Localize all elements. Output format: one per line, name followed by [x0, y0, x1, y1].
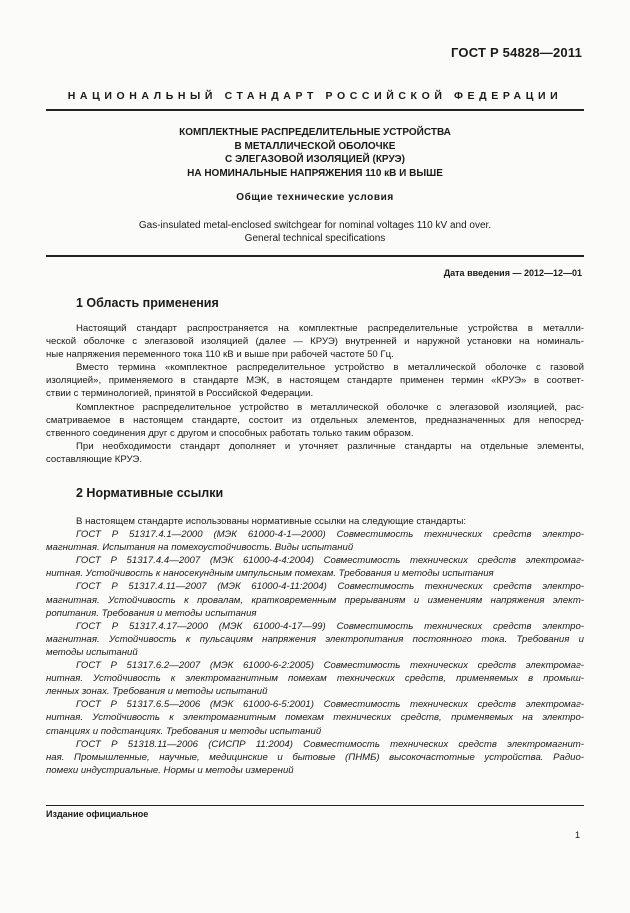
reference-line: ГОСТ Р 51317.4.17—2000 (МЭК 61000-4-17—99) Совместимость технических средств электро-: [76, 620, 584, 632]
top-rule: [46, 109, 584, 111]
text-line: изоляцией», применяемого в стандарте МЭК, в настоящем стандарте применен термин «КРУЭ» в соответ-: [46, 375, 584, 387]
introduction-date: Дата введения — 2012—12—01: [443, 268, 582, 278]
text-line: ственного соединения друг с другом и способных работать только таким образом.: [46, 427, 414, 439]
reference-line: нитная. Устойчивость к электромагнитным помехам технических средств, применяемых на электро-: [46, 712, 584, 724]
reference-line: нитная. Устойчивость к электромагнитным помехам технических средств, применяемых в промыш-: [46, 673, 584, 685]
text-line: При необходимости стандарт дополняет и уточняет различные стандарты на отдельные элементы,: [76, 440, 584, 452]
reference-line: ная. Промышленные, научные, медицинские и бытовые (ПНМБ) высокочастотные устройства. Радио-: [46, 751, 584, 763]
text-line: ные напряжения переменного тока 110 кВ и выше при рабочей частоте 50 Гц.: [46, 349, 394, 361]
title-line: В МЕТАЛЛИЧЕСКОЙ ОБОЛОЧКЕ: [234, 140, 396, 152]
reference-line: методы испытаний: [46, 646, 138, 658]
reference-line: магнитная. Устойчивость к пульсациям напряжения электропитания постоянного тока. Требования и: [46, 633, 584, 645]
english-title-line: General technical specifications: [244, 233, 386, 245]
title-line: КОМПЛЕКТНЫЕ РАСПРЕДЕЛИТЕЛЬНЫЕ УСТРОЙСТВА: [179, 127, 451, 138]
official-edition-label: Издание официальное: [46, 809, 149, 819]
section-1-body: [46, 322, 584, 466]
text-line: сматриваемое в настоящем стандарте, состоит из отдельных элементов, предназначенных для непосред-: [46, 414, 584, 426]
reference-line: ГОСТ Р 51317.4.4—2007 (МЭК 61000-4-4:2004) Совместимость технических средств электромаг-: [76, 555, 584, 567]
reference-line: станциях и подстанциях. Требования и методы испытаний: [46, 725, 322, 737]
reference-line: помехи индустриальные. Нормы и методы измерений: [46, 764, 294, 776]
reference-line: нитная. Устойчивость к наносекундным импульсным помехам. Требования и методы испытания: [46, 568, 494, 580]
text-line: Вместо термина «комплектное распределительное устройство в металлической оболочке с газовой: [76, 362, 584, 374]
reference-line: магнитная. Устойчивость к провалам, кратковременным прерываниям и изменениям напряжения элект-: [46, 594, 584, 606]
text-line: Настоящий стандарт распространяется на комплектные распределительные устройства в металли-: [76, 323, 584, 334]
text-line: ствии с терминологией, принятой в Российской Федерации.: [46, 388, 314, 400]
section-2-heading: 2 Нормативные ссылки: [76, 486, 224, 500]
title-line: С ЭЛЕГАЗОВОЙ ИЗОЛЯЦИЕЙ (КРУЭ): [225, 154, 405, 166]
text-line: составляющие КРУЭ.: [46, 453, 142, 465]
page-number: 1: [574, 830, 580, 840]
document-subtitle: Общие технические условия: [236, 192, 394, 203]
document-title: [46, 126, 584, 180]
reference-line: ленных зонах. Требования и методы испытаний: [46, 686, 268, 698]
english-title-line: Gas-insulated metal-enclosed switchgear for nominal voltages 110 kV and over.: [138, 220, 492, 231]
section-2-body: [46, 515, 584, 777]
reference-line: ГОСТ Р 51317.4.1—2000 (МЭК 61000-4-1—2000) Совместимость технических средств электро-: [76, 529, 584, 541]
national-standard-banner: НАЦИОНАЛЬНЫЙ СТАНДАРТ РОССИЙСКОЙ ФЕДЕРАЦИИ: [67, 90, 563, 102]
reference-line: ГОСТ Р 51317.6.5—2006 (МЭК 61000-6-5:2001) Совместимость технических средств электромаг-: [76, 699, 584, 711]
reference-line: ГОСТ Р 51317.6.2—2007 (МЭК 61000-6-2:2005) Совместимость технических средств электромаг-: [76, 660, 584, 672]
reference-line: магнитная. Испытания на помехоустойчивость. Виды испытаний: [46, 542, 354, 554]
title-rule: [46, 255, 584, 257]
section-1-heading: 1 Область применения: [76, 296, 219, 310]
standard-number: ГОСТ Р 54828—2011: [451, 45, 582, 60]
text-line: ческой оболочке с элегазовой изоляцией (далее — КРУЭ) внутренней и наружной установки на номиналь-: [46, 336, 584, 348]
footer-rule: [46, 805, 584, 806]
english-title: [46, 219, 584, 246]
text-line: В настоящем стандарте использованы нормативные ссылки на следующие стандарты:: [76, 516, 467, 527]
title-line: НА НОМИНАЛЬНЫЕ НАПРЯЖЕНИЯ 110 кВ И ВЫШЕ: [187, 167, 443, 179]
text-line: Комплектное распределительное устройство в металлической оболочке с элегазовой изоляцией, рас-: [76, 401, 584, 413]
reference-line: ропитания. Требования и методы испытания: [46, 607, 257, 619]
reference-line: ГОСТ Р 51318.11—2006 (СИСПР 11:2004) Совместимость технических средств электромагнит-: [76, 738, 584, 750]
reference-line: ГОСТ Р 51317.4.11—2007 (МЭК 61000-4-11:2004) Совместимость технических средств электро-: [76, 581, 584, 593]
